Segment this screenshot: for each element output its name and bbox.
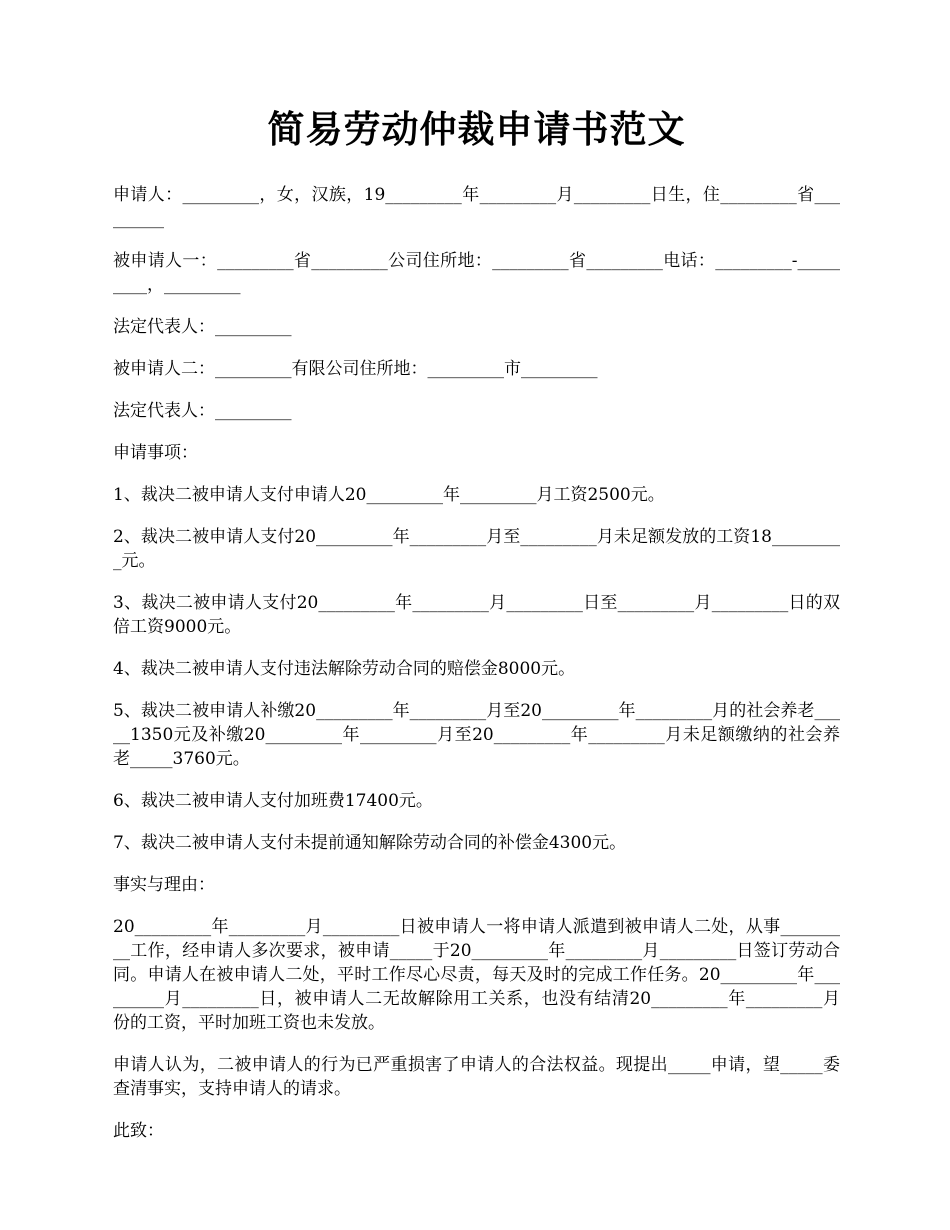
document-page bbox=[113, 108, 840, 1161]
claim-item-6: 6、裁决二被申请人支付加班费17400元。 bbox=[113, 790, 433, 811]
claim-item-1: 1、裁决二被申请人支付申请人20_________年_________月工资2500元。 bbox=[113, 484, 665, 505]
respondent-one-info: 被申请人一：_________省_________公司住所地：_________省_________电话：_________-_________，_________ bbox=[113, 250, 840, 295]
claim-item-5: 5、裁决二被申请人补缴20_________年_________月至20_________年_________月的社会养老_____1350元及补缴20_________年_________月至20_________年_________月未足额缴纳的社会养老_____3760元。 bbox=[113, 700, 840, 769]
document-title: 简易劳动仲裁申请书范文 bbox=[267, 107, 686, 151]
legal-representative-one: 法定代表人：_________ bbox=[113, 316, 292, 337]
claim-item-7: 7、裁决二被申请人支付未提前通知解除劳动合同的补偿金4300元。 bbox=[113, 832, 627, 853]
applicant-opinion: 申请人认为，二被申请人的行为已严重损害了申请人的合法权益。现提出_____申请，望_____委查清事实，支持申请人的请求。 bbox=[113, 1054, 840, 1099]
closing-salutation: 此致： bbox=[113, 1120, 164, 1141]
applicant-info: 申请人：_________，女，汉族，19_________年_________月_________日生，住_________省_________ bbox=[113, 184, 840, 229]
legal-representative-two: 法定代表人：_________ bbox=[113, 400, 292, 421]
facts-heading: 事实与理由： bbox=[113, 874, 215, 895]
claims-heading: 申请事项： bbox=[113, 442, 198, 463]
facts-body: 20_________年_________月_________日被申请人一将申请人派遣到被申请人二处，从事_________工作，经申请人多次要求，被申请_____于20_________年_________月_________日签订劳动合同。申请人在被申请人二处，平时工作尽心尽责，每天及时的完成工作任务。20_________年_________月_________日，被申请人二无故解除用工关系，也没有结清20_________年_________月份的工资，平时加班工资也未发放。 bbox=[113, 916, 840, 1033]
claim-item-2: 2、裁决二被申请人支付20_________年_________月至_________月未足额发放的工资18_________元。 bbox=[113, 526, 840, 571]
claim-item-4: 4、裁决二被申请人支付违法解除劳动合同的赔偿金8000元。 bbox=[113, 658, 576, 679]
respondent-two-info: 被申请人二：_________有限公司住所地：_________市_________ bbox=[113, 358, 598, 379]
claim-item-3: 3、裁决二被申请人支付20_________年_________月_________日至_________月_________日的双倍工资9000元。 bbox=[113, 592, 840, 637]
